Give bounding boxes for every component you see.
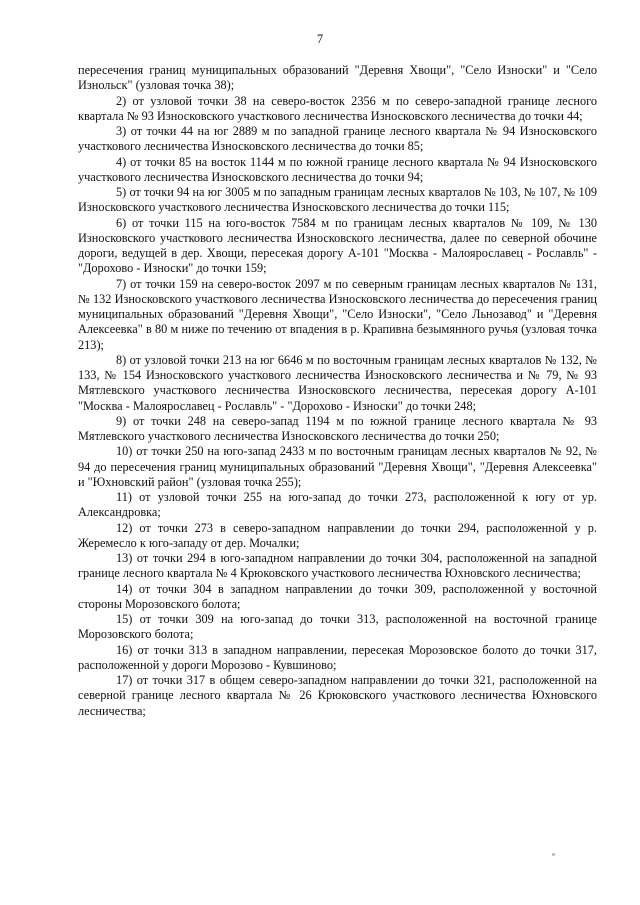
paragraph-item-4: 4) от точки 85 на восток 1144 м по южной границе лесного квартала № 94 Износковского участкового лесничества Износковского лесничества до точки 94;: [78, 154, 597, 184]
paragraph-item-8: 8) от узловой точки 213 на юг 6646 м по восточным границам лесных кварталов № 132, № 133, № 154 Износковского участкового лесничества Износковского лесничества и № 79, № 93 Мятлевского участкового лесничества Износковского лесничества, пересекая дорогу А-101 "Москва - Малоярославец - Рославль" - "Дорохово - Износки" до точки 248;: [78, 352, 597, 413]
paragraph-item-16: 16) от точки 313 в западном направлении, пересекая Морозовское болото до точки 317, расположенной у дороги Морозово - Кувшиново;: [78, 642, 597, 672]
scan-smudge-mark: [552, 853, 555, 856]
paragraph-item-9: 9) от точки 248 на северо-запад 1194 м по южной границе лесного квартала № 93 Мятлевского участкового лесничества Износковского лесничества до точки 250;: [78, 413, 597, 443]
paragraph-item-6: 6) от точки 115 на юго-восток 7584 м по границам лесных кварталов № 109, № 130 Износковского участкового лесничества Износковского лесничества, далее по северной обочине дороги, ведущей в дер. Хвощи, пересекая дорогу А-101 "Москва - Малоярославец - Рославль" - "Дорохово - Износки" до точки 159;: [78, 215, 597, 276]
paragraph-item-7: 7) от точки 159 на северо-восток 2097 м по северным границам лесных кварталов № 131, № 132 Износковского участкового лесничества Износковского лесничества до пересечения границ муниципальных образований "Деревня Хвощи", "Село Износки", "Село Льнозавод" и "Деревня Алексеевка" в 80 м ниже по течению от впадения в р. Крапивна безымянного ручья (узловая точка 213);: [78, 276, 597, 352]
document-body: [78, 63, 597, 719]
paragraph-continuation: пересечения границ муниципальных образований "Деревня Хвощи", "Село Износки" и "Село Изнольск" (узловая точка 38);: [78, 63, 597, 93]
paragraph-item-17: 17) от точки 317 в общем северо-западном направлении до точки 321, расположенной на северной границе лесного квартала № 26 Крюковского участкового лесничества Юхновского лесничества;: [78, 673, 597, 718]
paragraph-item-2: 2) от узловой точки 38 на северо-восток 2356 м по северо-западной границе лесного квартала № 93 Износковского участкового лесничества Износковского лесничества до точки 44;: [78, 93, 597, 123]
paragraph-item-11: 11) от узловой точки 255 на юго-запад до точки 273, расположенной к югу от ур. Александровка;: [78, 490, 597, 520]
paragraph-item-5: 5) от точки 94 на юг 3005 м по западным границам лесных кварталов № 103, № 107, № 109 Износковского участкового лесничества Износковского лесничества до точки 115;: [78, 185, 597, 215]
page-number: 7: [316, 32, 324, 46]
paragraph-item-15: 15) от точки 309 на юго-запад до точки 313, расположенной на восточной границе Морозовского болота;: [78, 612, 597, 642]
paragraph-item-10: 10) от точки 250 на юго-запад 2433 м по восточным границам лесных кварталов № 92, № 94 до пересечения границ муниципальных образований "Деревня Хвощи", "Деревня Алексеевка" и "Юхновский район" (узловая точка 255);: [78, 444, 597, 489]
paragraph-item-12: 12) от точки 273 в северо-западном направлении до точки 294, расположенной у р. Жеремесло к юго-западу от дер. Мочалки;: [78, 520, 597, 550]
paragraph-item-14: 14) от точки 304 в западном направлении до точки 309, расположенной у восточной стороны Морозовского болота;: [78, 581, 597, 611]
paragraph-item-3: 3) от точки 44 на юг 2889 м по западной границе лесного квартала № 94 Износковского участкового лесничества Износковского лесничества до точки 85;: [78, 124, 597, 154]
paragraph-item-13: 13) от точки 294 в юго-западном направлении до точки 304, расположенной на западной границе лесного квартала № 4 Крюковского участкового лесничества Юхновского лесничества;: [78, 551, 597, 581]
